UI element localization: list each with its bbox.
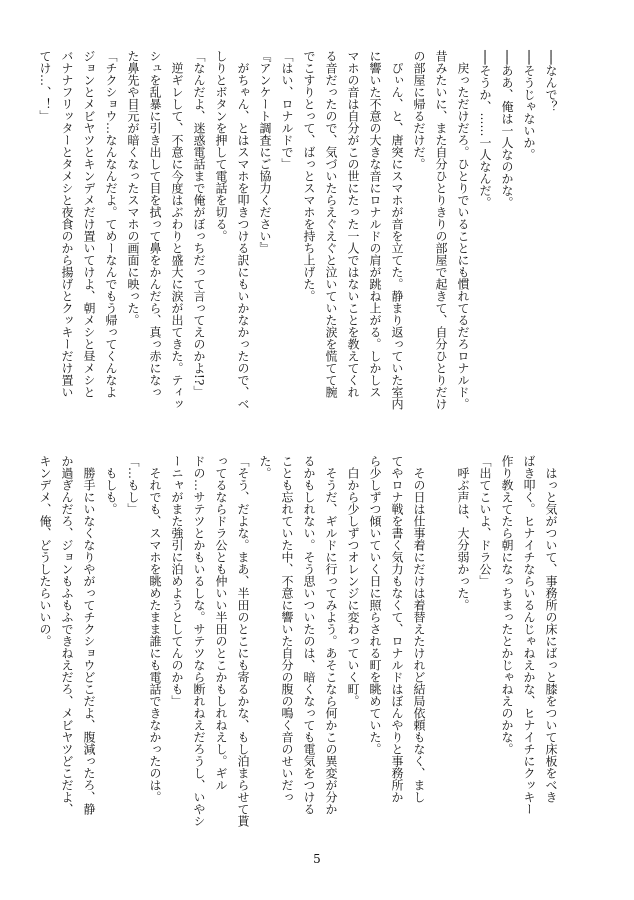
text-line: バナナフリッターとタメシと夜食のから揚げとクッキーだけ置い — [60, 50, 74, 398]
top-text-block — [34, 50, 562, 410]
text-line — [430, 455, 452, 795]
text-line: に響いた不意の大きな音にロナルドの肩が跳ね上がる。しかしス — [368, 50, 382, 398]
text-line: てけ…、！」 — [38, 50, 52, 122]
text-line: ってるならドラ公とも仲いい半田のとこかもしれねえし。ギル — [214, 455, 228, 791]
text-line: 呼ぶ声は、大分弱かった。 — [456, 455, 470, 611]
text-line: ドの…サテツとかもいるしな。サテツなら断れねえだろうし、いやシ — [192, 455, 206, 827]
text-line: その日は仕事着にだけは着替えたけれど結局依頼もなく、まし — [412, 455, 426, 803]
text-line: ──そうじゃないか。 — [522, 50, 536, 161]
text-line: ぴぃん、と、唐突にスマホが音を立てた。静まり返っていた室内 — [390, 50, 404, 410]
text-line: 「出てこいよ、ドラ公」 — [478, 455, 492, 587]
text-line: マホの音は自分がこの世にたった一人ではないことを教えてくれ — [346, 50, 360, 398]
text-line: 「はい、ロナルドで」 — [280, 50, 294, 170]
text-line: てやロナ戦を書く気力もなくて、ロナルドはぼんやりと事務所か — [390, 455, 404, 803]
text-line: 逆ギレして、不意に今度はぶわりと盛大に涙が出てきた。ティッ — [170, 50, 184, 410]
text-line: がちゃん、とはスマホを叩きつける訳にもいかなかったので、ベ — [236, 50, 250, 410]
text-line: 「チクショウ…なんなんだよ。てめーなんでもう帰ってくんなよ — [104, 50, 118, 398]
text-line: た鼻先や目元が暗くなったスマホの画面に映った。 — [126, 50, 140, 326]
text-line: ジョンとメビヤツとキンデメだけ置いてけよ、朝メシと昼メシと — [82, 50, 96, 398]
text-line: シュを乱暴に引き出して目を拭って鼻をかんだら、真っ赤になっ — [148, 50, 162, 398]
text-line: そうだ、ギルドに行ってみよう。あそこなら何かこの異変が分か — [324, 455, 338, 815]
text-line: 白から少しずつオレンジに変わっていく町。 — [346, 455, 360, 707]
text-line: 「なんだよ、迷惑電話まで俺がぼっちだって言ってえのかよ!?」 — [192, 50, 206, 398]
text-line: 『アンケート調査にご協力ください』 — [258, 50, 272, 254]
text-line: 勝手にいなくなりやがってチクショウどこだよ、腹減ったろ、静 — [82, 455, 96, 815]
text-line: ーニャがまた強引に泊めようとしてんのかも」 — [170, 455, 184, 707]
text-line: キンデメ、俺、どうしたらいいの。 — [38, 455, 52, 647]
text-line: でこすりとって、ばっとスマホを持ち上げた。 — [302, 50, 316, 302]
text-line: ──ああ、俺は一人なのかな。 — [500, 50, 514, 209]
text-line: それでも、スマホを眺めたまま誰にも電話できなかったのは。 — [148, 455, 162, 803]
text-line: ことも忘れていた中、不意に響いた自分の腹の鳴く音のせいだっ — [280, 455, 294, 803]
text-line: ──なんで？ — [544, 50, 558, 113]
text-line: ──そうか、……一人なんだ。 — [478, 50, 492, 209]
text-line: もしも。 — [104, 455, 118, 515]
text-line: はっと気がついて、事務所の床にばっと膝をついて床板をべき — [544, 455, 558, 803]
text-line: か過ぎんだろ、ジョンもふもふできねえだろ、メビヤツどこだよ、 — [60, 455, 74, 815]
text-line: 戻っただけだろ。ひとりでいることにも慣れてるだろロナルド。 — [456, 50, 470, 410]
text-line: 「そう、だよな。まあ、半田のとこにも寄るかな、もし泊まらせて貰 — [236, 455, 250, 827]
text-line: るかもしれない。そう思いついたのは、暗くなっても電気をつける — [302, 455, 316, 815]
text-line: る音だったので、気づいたらえぐえぐと泣いていた涙を慌てて腕 — [324, 50, 338, 398]
text-line: 作り教えてたら朝になっちまったとかじゃねえのかな。 — [500, 455, 514, 755]
text-line: た。 — [258, 455, 272, 479]
text-line: しりとボタンを押して電話を切る。 — [214, 50, 228, 242]
bottom-text-block — [34, 455, 562, 827]
text-line: 「…もし」 — [126, 455, 140, 515]
page-number: 5 — [313, 852, 321, 866]
text-line: 昔みたいに、また自分ひとりきりの部屋で起きて、自分ひとりだけ — [434, 50, 448, 410]
text-line: ばき叩く。ヒナイチならいるんじゃねえかな、ヒナイチにクッキー — [522, 455, 536, 815]
text-line: の部屋に帰るだけだ。 — [412, 50, 426, 170]
text-line: ら少しずつ傾いていく日に照らされる町を眺めていた。 — [368, 455, 382, 755]
